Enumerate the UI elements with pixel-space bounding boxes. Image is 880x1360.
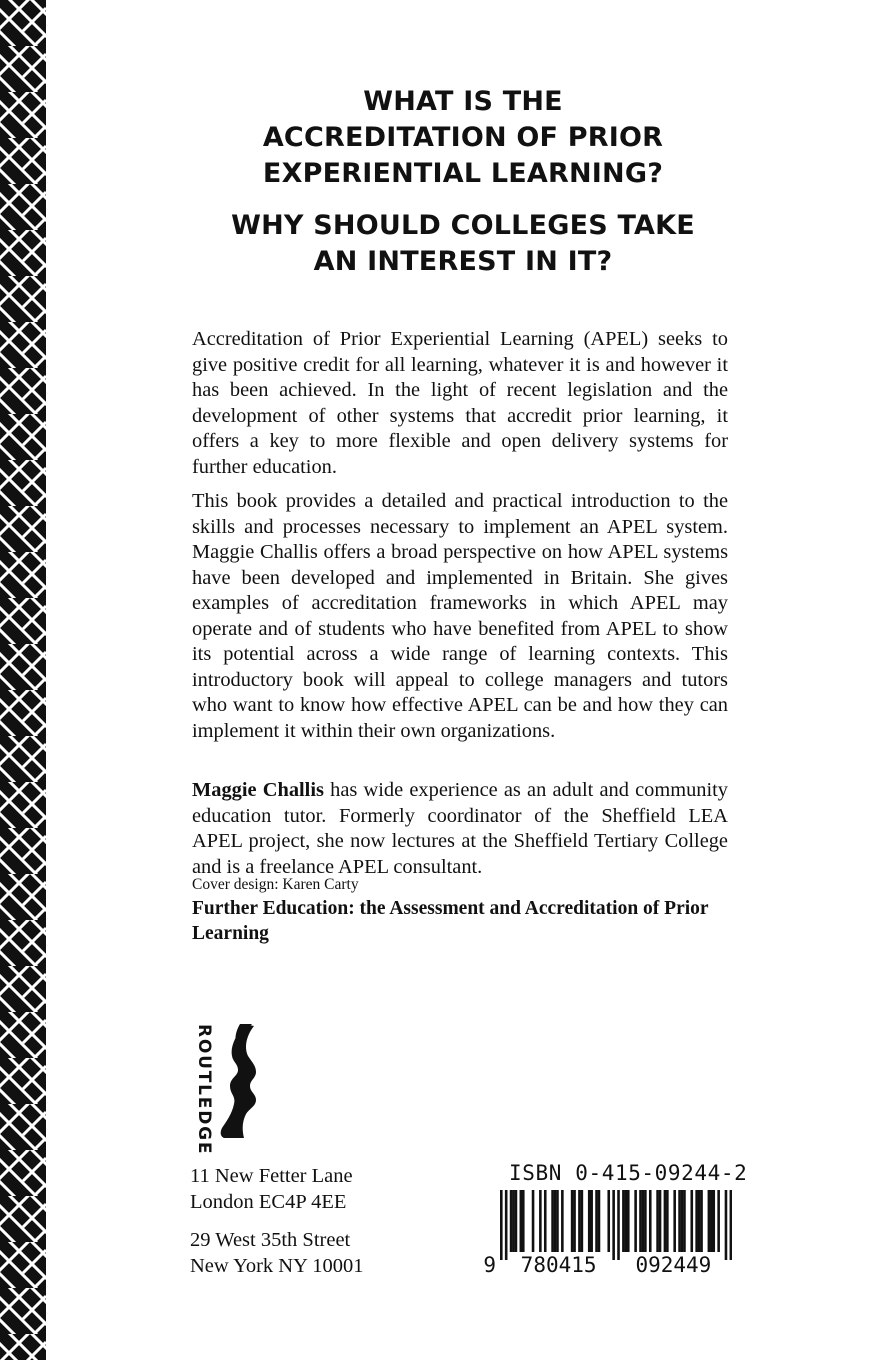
barcode-bar bbox=[681, 1190, 684, 1252]
barcode-bar bbox=[556, 1190, 559, 1252]
barcode-bar bbox=[571, 1190, 574, 1252]
barcode-bar bbox=[708, 1190, 711, 1252]
barcode-bar bbox=[683, 1190, 686, 1252]
routledge-logo-wordmark: ROUTLEDGE bbox=[194, 1024, 214, 1156]
barcode-bar bbox=[595, 1190, 598, 1252]
barcode-bar bbox=[532, 1190, 535, 1252]
barcode-bar bbox=[505, 1190, 508, 1260]
barcode-bar bbox=[617, 1190, 620, 1260]
barcode-bar bbox=[700, 1190, 703, 1252]
heading-line: WHAT IS THE bbox=[363, 86, 563, 117]
barcode-bar bbox=[544, 1190, 547, 1252]
barcode-bar bbox=[666, 1190, 669, 1252]
barcode-bar bbox=[673, 1190, 676, 1252]
heading-line: AN INTEREST IN IT? bbox=[313, 246, 613, 277]
heading-line: WHY SHOULD COLLEGES TAKE bbox=[231, 210, 695, 241]
barcode-bar bbox=[625, 1190, 628, 1252]
author-biography bbox=[192, 778, 728, 880]
barcode-bar bbox=[639, 1190, 642, 1252]
isbn-label: ISBN 0-415-09244-2 bbox=[509, 1161, 748, 1185]
barcode-bar bbox=[698, 1190, 701, 1252]
barcode-bar bbox=[664, 1190, 667, 1252]
address-line: London EC4P 4EE bbox=[190, 1191, 347, 1213]
barcode-bar bbox=[598, 1190, 601, 1252]
barcode-bar bbox=[554, 1190, 557, 1252]
barcode-bar bbox=[590, 1190, 593, 1252]
barcode-bar bbox=[690, 1190, 693, 1252]
author-bio-text: has wide experience as an adult and community education tutor. Formerly coordinator of the Sheffield LEA APEL project, she now lectures at the Sheffield Tertiary College and is a freelance APEL consultant. bbox=[192, 779, 728, 878]
barcode-bar bbox=[561, 1190, 564, 1252]
series-title: Further Education: the Assessment and Accreditation of Prior Learning bbox=[192, 898, 709, 944]
barcode-bar bbox=[695, 1190, 698, 1252]
decorative-pattern-band bbox=[0, 0, 46, 1360]
barcode-bar bbox=[710, 1190, 713, 1252]
barcode-bar bbox=[612, 1190, 615, 1260]
barcode-bar bbox=[712, 1190, 715, 1252]
cover-design-credit: Cover design: Karen Carty bbox=[192, 876, 359, 893]
heading-line: ACCREDITATION OF PRIOR bbox=[262, 122, 664, 153]
barcode-bar bbox=[512, 1190, 515, 1252]
intro-paragraph: Accreditation of Prior Experiential Learning (APEL) seeks to give positive credit for all learning, whatever it is and however it has been achieved. In the light of recent legislation and the development of other systems that accredit prior learning, it offers a key to more flexible and open delivery systems for further education. bbox=[192, 328, 728, 478]
barcode-bar bbox=[644, 1190, 647, 1252]
barcode-bar bbox=[573, 1190, 576, 1252]
publisher-address-us bbox=[190, 1227, 364, 1279]
barcode-bar bbox=[510, 1190, 513, 1252]
heading-line: EXPERIENTIAL LEARNING? bbox=[262, 158, 664, 189]
barcode-bar bbox=[717, 1190, 720, 1252]
barcode-bar bbox=[551, 1190, 554, 1252]
barcode-bar bbox=[659, 1190, 662, 1252]
address-line: 29 West 35th Street bbox=[190, 1229, 351, 1251]
diagonal-pattern-graphic bbox=[0, 0, 46, 1360]
isbn-barcode bbox=[482, 1190, 732, 1276]
barcode-bar bbox=[588, 1190, 591, 1252]
barcode-bar bbox=[642, 1190, 645, 1252]
barcode-bar bbox=[634, 1190, 637, 1252]
heading-question-2 bbox=[150, 208, 776, 280]
barcode-bar bbox=[522, 1190, 525, 1252]
barcode-digit-lead: 9 bbox=[483, 1253, 496, 1276]
barcode-bar bbox=[627, 1190, 630, 1252]
book-description-paragraph: This book provides a detailed and practical introduction to the skills and processes necessary to implement an APEL system. Maggie Challis offers a broad perspective on how APEL systems have been developed and implemented in Britain. She gives examples of accreditation frameworks in which APEL may operate and of students who have benefited from APEL to show its potential across a wide range of learning contexts. This introductory book will appeal to college managers and tutors who want to know how effective APEL can be and how they can implement it within their own organizations. bbox=[192, 490, 728, 742]
heading-question-1 bbox=[150, 84, 776, 192]
barcode-bar bbox=[539, 1190, 542, 1252]
barcode-bar bbox=[730, 1190, 732, 1260]
barcode-bar bbox=[500, 1190, 503, 1260]
barcode-bar bbox=[622, 1190, 625, 1252]
address-line: 11 New Fetter Lane bbox=[190, 1165, 353, 1187]
barcode-digits-left: 780415 bbox=[520, 1253, 597, 1276]
barcode-bar bbox=[607, 1190, 610, 1252]
address-line: New York NY 10001 bbox=[190, 1255, 364, 1277]
author-name: Maggie Challis bbox=[192, 779, 324, 801]
barcode-bar bbox=[678, 1190, 681, 1252]
barcode-bar bbox=[578, 1190, 581, 1252]
barcode-bar bbox=[649, 1190, 652, 1252]
publisher-address-uk bbox=[190, 1163, 353, 1215]
barcode-bar bbox=[725, 1190, 728, 1260]
barcode-digits-right: 092449 bbox=[635, 1253, 712, 1276]
barcode-bar bbox=[515, 1190, 518, 1252]
barcode-bar bbox=[520, 1190, 523, 1252]
barcode-bar bbox=[656, 1190, 659, 1252]
barcode-bar bbox=[581, 1190, 584, 1252]
